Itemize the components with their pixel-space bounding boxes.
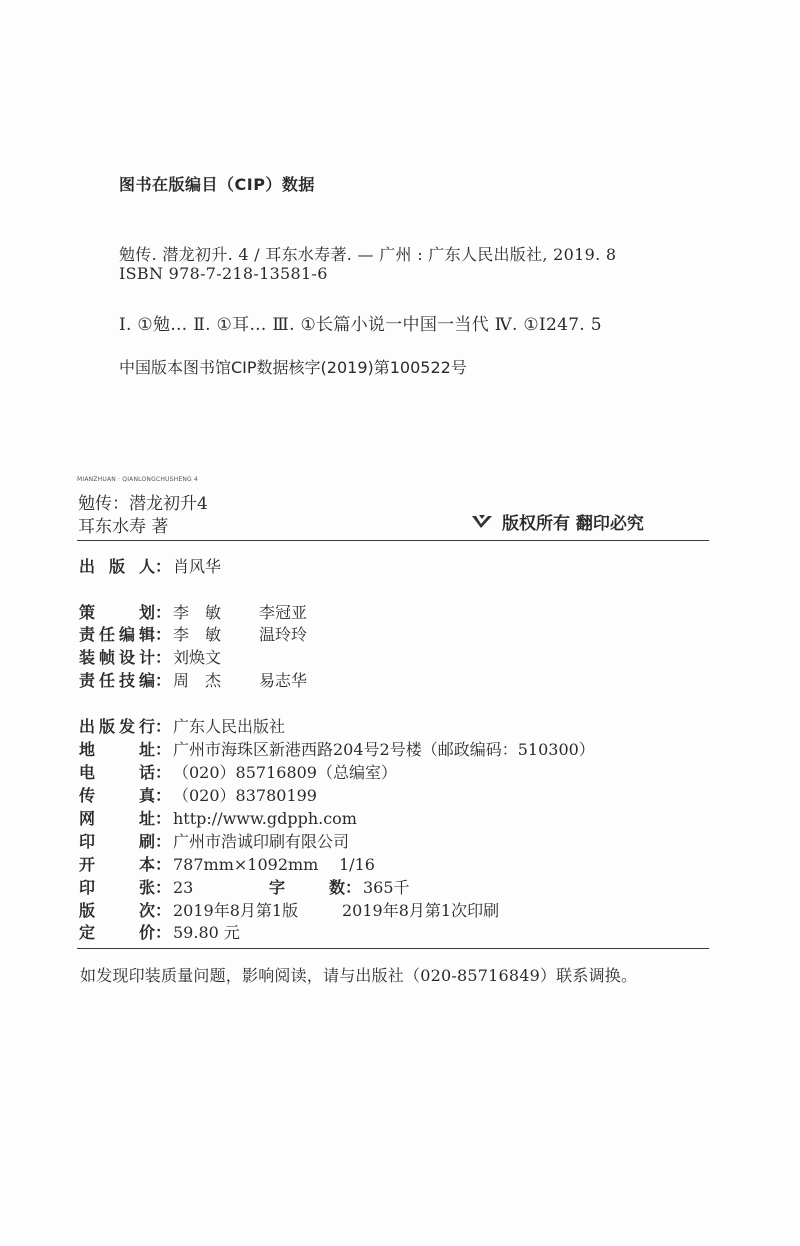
info-value: 广州市海珠区新港西路204号2号楼（邮政编码：510300） bbox=[173, 740, 595, 759]
info-label: 传真 bbox=[79, 786, 155, 805]
info-value: 刘焕文 bbox=[173, 648, 222, 667]
info-label: 定价 bbox=[79, 923, 155, 942]
info-value-secondary: 李冠亚 bbox=[259, 603, 308, 622]
info-value: （020）83780199 bbox=[173, 786, 317, 805]
info-label: 地址 bbox=[79, 740, 155, 759]
info-label: 出版人 bbox=[79, 557, 155, 576]
book-author: 耳东水寿 著 bbox=[78, 517, 169, 537]
copyright-page: 图书在版编目（CIP）数据 勉传. 潜龙初升. 4 / 耳东水寿著. — 广州 : 广东人民出版社, 2019. 8 ISBN 978-7-218-13581-6 Ⅰ. ①勉… Ⅱ. ①耳… Ⅲ. ①长篇小说一中国一当代 Ⅳ. ①I247. 5 中国版本图书馆CIP数据核字(2019)第100522号 MIANZHUAN · QIANLONGCHUSHENG 4 勉传：潜龙初升4 耳东水寿 著 版权所有 翻印必究 出版人 ： 肖风华 策划 ： 李 敏 李冠亚 责任编辑 ： 李 敏 温玲玲 装帧设计 ： 刘焕文 责任技编 ： 周 杰 易志华 出版发行 ： 广东人民出版社 地址 ： 广州市海珠区新港西路204号2号楼（邮政编码：510300） 电话 ： （020）85716809（总编室） 传真 ： （020）83780199 网址 ： http://www.gdpph.com 印刷 ： 广州市浩诚印刷有限公司 开本 ： 787mm×1092mm 1/16 印张 ： 23 字 数 ： 365千 版次 ： 2019年8月第1版 2019年8月第1次印刷 定价 ： 59.80 元 如发现印装质量问题，影响阅读，请与出版社（020-85716849）联系调换。 bbox=[0, 0, 800, 1246]
info-label: 责任技编 bbox=[79, 671, 155, 690]
info-value: 2019年8月第1版 bbox=[173, 901, 299, 920]
info-value: 广东人民出版社 bbox=[173, 717, 286, 736]
info-value: 李 敏 bbox=[173, 625, 222, 644]
info-value: 59.80 元 bbox=[173, 923, 240, 942]
book-title-pinyin: MIANZHUAN · QIANLONGCHUSHENG 4 bbox=[77, 476, 199, 483]
info-value: 23 bbox=[173, 878, 194, 897]
info-label: 印张 bbox=[79, 878, 155, 897]
info-label: 印刷 bbox=[79, 832, 155, 851]
info-label: 责任编辑 bbox=[79, 625, 155, 644]
info-label: 电话 bbox=[79, 763, 155, 782]
info-label: 装帧设计 bbox=[79, 648, 155, 667]
info-value-secondary: 1/16 bbox=[339, 855, 375, 874]
info-label: 版次 bbox=[79, 901, 155, 920]
info-label: 开本 bbox=[79, 855, 155, 874]
cip-isbn: ISBN 978-7-218-13581-6 bbox=[119, 264, 328, 283]
cip-heading: 图书在版编目（CIP）数据 bbox=[119, 175, 315, 194]
info-value: （020）85716809（总编室） bbox=[173, 763, 397, 782]
info-value: 周 杰 bbox=[173, 671, 222, 690]
info-value-secondary: 易志华 bbox=[259, 671, 308, 690]
info-value-secondary: 温玲玲 bbox=[259, 625, 308, 644]
info-value: 787mm×1092mm bbox=[173, 855, 319, 874]
divider-bottom bbox=[77, 948, 709, 949]
word-count-value: 365千 bbox=[363, 878, 410, 897]
copyright-text: 版权所有 翻印必究 bbox=[502, 514, 644, 534]
book-title: 勉传：潜龙初升4 bbox=[78, 494, 208, 514]
copyright-notice bbox=[470, 509, 644, 534]
info-value: 肖风华 bbox=[173, 557, 222, 576]
info-value: 李 敏 bbox=[173, 603, 222, 622]
info-label: 策划 bbox=[79, 603, 155, 622]
quality-notice: 如发现印装质量问题，影响阅读，请与出版社（020-85716849）联系调换。 bbox=[80, 966, 638, 985]
info-value: 广州市浩诚印刷有限公司 bbox=[173, 832, 350, 851]
divider-top bbox=[77, 540, 709, 541]
info-value-secondary: 2019年8月第1次印刷 bbox=[342, 901, 500, 920]
website-link[interactable]: http://www.gdpph.com bbox=[173, 809, 357, 828]
info-label: 网址 bbox=[79, 809, 155, 828]
word-count-label: 字 数 bbox=[269, 878, 345, 897]
publisher-logo-icon bbox=[470, 513, 494, 531]
cip-classification: Ⅰ. ①勉… Ⅱ. ①耳… Ⅲ. ①长篇小说一中国一当代 Ⅳ. ①I247. 5 bbox=[119, 315, 602, 335]
cip-verification-number: 中国版本图书馆CIP数据核字(2019)第100522号 bbox=[119, 358, 467, 377]
info-label: 出版发行 bbox=[79, 717, 155, 736]
cip-description: 勉传. 潜龙初升. 4 / 耳东水寿著. — 广州 : 广东人民出版社, 2019. 8 bbox=[119, 245, 617, 264]
